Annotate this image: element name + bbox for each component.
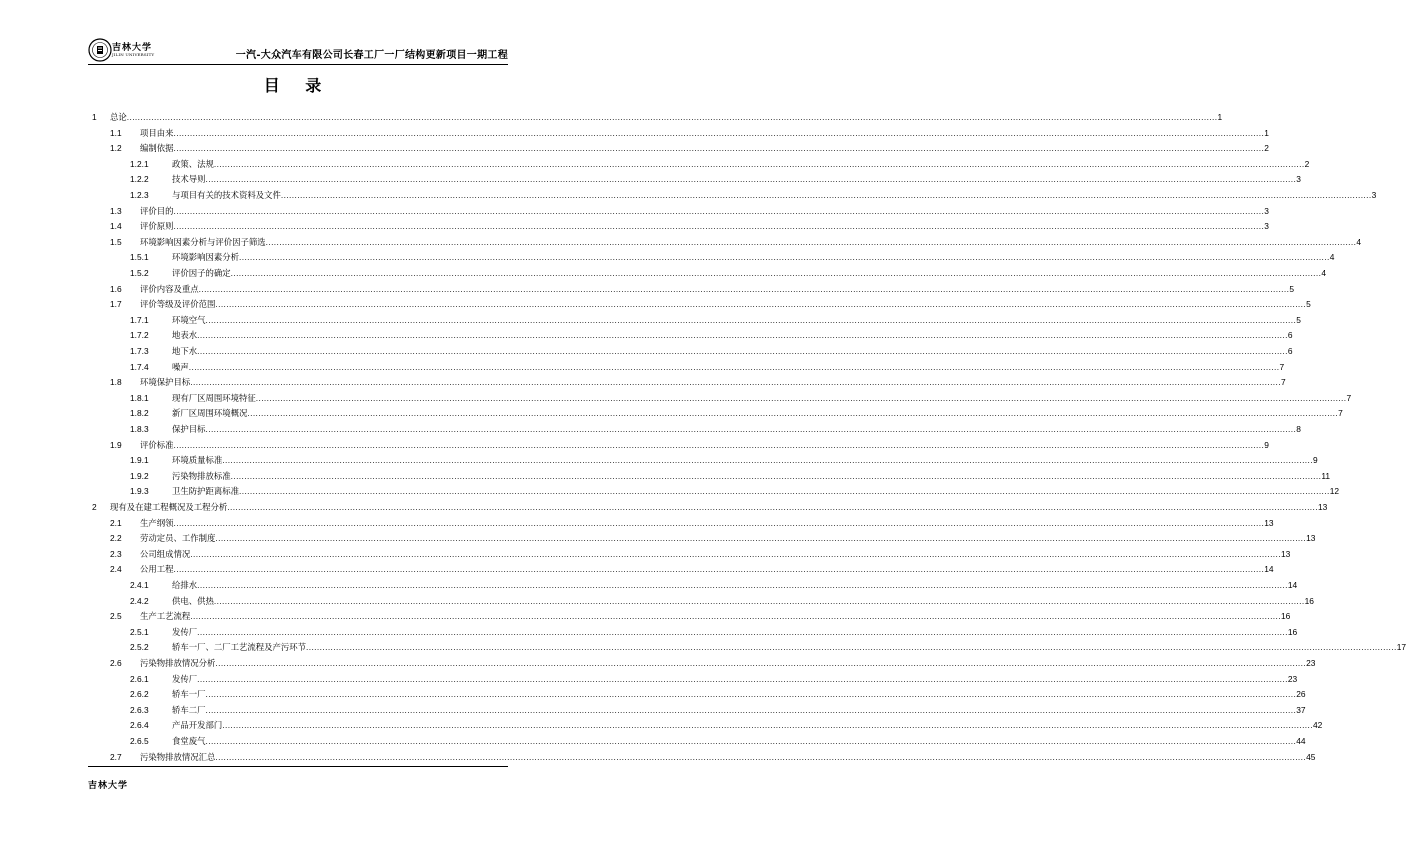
toc-entry-number: 1.8.2	[130, 408, 149, 419]
toc-leader-dots: ................................................................................................................................................................................................................................................................................................................................................................................................................	[205, 689, 1297, 700]
toc-entry[interactable]	[0, 391, 1352, 407]
toc-entry-page: 13	[1306, 533, 1316, 544]
toc-entry-title: 新厂区周围环境概况	[172, 408, 248, 419]
toc-leader-dots: ................................................................................................................................................................................................................................................................................................................................................................................................................	[197, 330, 1288, 341]
toc-entry-title: 环境保护目标	[140, 377, 191, 388]
toc-entry[interactable]	[0, 406, 1343, 422]
toc-entry-number: 1.9.1	[130, 455, 149, 466]
toc-entry-title: 给排水	[172, 580, 198, 590]
toc-entry-title: 卫生防护距离标准	[172, 486, 239, 497]
toc-entry-page: 7	[1279, 361, 1285, 372]
toc-entry-title: 评价内容及重点	[140, 283, 199, 294]
university-logo-subtext: JILIN UNIVERSITY	[112, 52, 155, 57]
toc-entry-page: 8	[1296, 424, 1301, 434]
toc-entry-page: 1	[1217, 112, 1223, 122]
toc-entry[interactable]	[0, 157, 1310, 173]
toc-entry[interactable]	[0, 609, 1291, 625]
toc-leader-dots: ................................................................................................................................................................................................................................................................................................................................................................................................................	[215, 751, 1307, 762]
header-rule	[88, 64, 508, 65]
toc-entry[interactable]	[0, 360, 1285, 376]
toc-leader-dots: ................................................................................................................................................................................................................................................................................................................................................................................................................	[205, 704, 1297, 715]
toc-entry-page: 13	[1264, 517, 1274, 528]
toc-entry[interactable]	[0, 516, 1274, 532]
toc-entry-page: 23	[1287, 673, 1298, 684]
toc-entry-title: 政策、法规	[172, 158, 214, 169]
toc-entry-page: 13	[1318, 502, 1328, 512]
toc-entry[interactable]	[0, 344, 1293, 360]
toc-entry-page: 4	[1321, 268, 1327, 278]
toc-entry-page: 14	[1287, 580, 1298, 590]
toc-entry-page: 3	[1264, 221, 1269, 232]
toc-entry-number: 1.5.1	[130, 252, 149, 263]
toc-leader-dots: ................................................................................................................................................................................................................................................................................................................................................................................................................	[265, 236, 1357, 247]
toc-entry-number: 2.2	[110, 533, 122, 544]
toc-entry-page: 2	[1264, 143, 1269, 154]
toc-entry[interactable]	[0, 469, 1331, 485]
toc-entry-page: 5	[1306, 299, 1311, 310]
toc-leader-dots: ................................................................................................................................................................................................................................................................................................................................................................................................................	[197, 626, 1288, 637]
toc-entry-title: 编制依据	[140, 143, 174, 154]
toc-entry[interactable]	[0, 422, 1301, 438]
toc-leader-dots: ................................................................................................................................................................................................................................................................................................................................................................................................................	[222, 720, 1313, 731]
toc-entry-title: 环境质量标准	[172, 455, 223, 466]
toc-entry-page: 3	[1296, 174, 1301, 185]
toc-entry-title: 劳动定员、工作制度	[140, 533, 216, 544]
toc-leader-dots: ................................................................................................................................................................................................................................................................................................................................................................................................................	[190, 611, 1281, 622]
toc-entry-number: 2.5	[110, 611, 122, 622]
toc-entry-page: 17	[1396, 642, 1406, 653]
toc-entry[interactable]	[0, 313, 1301, 329]
toc-entry-number: 1.8	[110, 377, 122, 388]
toc-entry-number: 1.9	[110, 439, 122, 450]
toc-entry[interactable]	[0, 656, 1316, 672]
toc-entry-title: 生产纲领	[140, 517, 174, 528]
toc-entry-page: 7	[1338, 408, 1343, 419]
toc-entry-title: 发传厂	[172, 673, 198, 684]
toc-entry-page: 37	[1296, 704, 1306, 715]
toc-entry-title: 公用工程	[140, 564, 174, 575]
toc-entry-number: 2.4.1	[130, 580, 149, 590]
toc-entry-page: 45	[1306, 751, 1316, 762]
toc-entry[interactable]	[0, 672, 1298, 688]
toc-entry[interactable]	[0, 484, 1340, 500]
toc-leader-dots: ................................................................................................................................................................................................................................................................................................................................................................................................................	[190, 548, 1281, 559]
toc-entry-number: 1.9.2	[130, 470, 149, 481]
toc-entry-page: 12	[1329, 486, 1340, 497]
toc-entry-number: 2.6.2	[130, 689, 149, 700]
toc-leader-dots: ................................................................................................................................................................................................................................................................................................................................................................................................................	[205, 314, 1297, 325]
toc-entry[interactable]	[0, 297, 1311, 313]
toc-entry-page: 7	[1346, 392, 1352, 403]
toc-entry-page: 26	[1296, 689, 1306, 700]
toc-entry-number: 1.2	[110, 143, 122, 154]
toc-entry-page: 13	[1281, 548, 1291, 559]
toc-entry[interactable]	[0, 531, 1316, 547]
toc-entry[interactable]	[0, 328, 1293, 344]
university-logo-text: 吉林大学	[112, 43, 153, 53]
toc-entry-number: 2.3	[110, 548, 122, 559]
toc-leader-dots: ................................................................................................................................................................................................................................................................................................................................................................................................................	[215, 299, 1307, 310]
toc-leader-dots: ................................................................................................................................................................................................................................................................................................................................................................................................................	[173, 205, 1265, 216]
toc-entry-title: 保护目标	[172, 424, 206, 434]
toc-entry-number: 2.6.3	[130, 704, 149, 715]
toc-leader-dots: ................................................................................................................................................................................................................................................................................................................................................................................................................	[247, 408, 1339, 419]
toc-leader-dots: ................................................................................................................................................................................................................................................................................................................................................................................................................	[173, 517, 1265, 528]
footer-rule	[88, 766, 508, 767]
toc-entry-page: 2	[1304, 158, 1310, 169]
toc-entry-page: 44	[1296, 736, 1306, 746]
toc-leader-dots: ................................................................................................................................................................................................................................................................................................................................................................................................................	[126, 112, 1218, 122]
toc-entry[interactable]	[0, 594, 1314, 610]
toc-entry-number: 2.7	[110, 751, 122, 762]
toc-entry[interactable]	[0, 625, 1298, 641]
toc-entry-number: 1.8.1	[130, 392, 149, 403]
toc-entry-title: 轿车二厂	[172, 704, 206, 715]
toc-entry-number: 1.6	[110, 283, 122, 294]
toc-entry-number: 1.3	[110, 205, 122, 216]
toc-entry[interactable]	[0, 718, 1323, 734]
toc-leader-dots: ................................................................................................................................................................................................................................................................................................................................................................................................................	[198, 283, 1290, 294]
toc-leader-dots: ................................................................................................................................................................................................................................................................................................................................................................................................................	[230, 470, 1322, 481]
toc-entry-page: 9	[1264, 439, 1269, 450]
toc-entry-number: 1.5	[110, 236, 122, 247]
toc-entry-page: 4	[1329, 252, 1335, 263]
toc-entry-title: 地表水	[172, 330, 198, 341]
toc-entry-title: 供电、供热	[172, 595, 214, 606]
page-header	[88, 38, 508, 66]
toc-entry[interactable]	[0, 640, 1406, 656]
toc-leader-dots: ................................................................................................................................................................................................................................................................................................................................................................................................................	[190, 377, 1281, 388]
toc-entry[interactable]	[0, 453, 1318, 469]
toc-entry-number: 1.7.1	[130, 314, 149, 325]
toc-entry-number: 1.9.3	[130, 486, 149, 497]
toc-entry-number: 1.7	[110, 299, 122, 310]
toc-entry-title: 公司组成情况	[140, 548, 191, 559]
toc-entry[interactable]	[0, 204, 1269, 220]
toc-entry[interactable]	[0, 500, 1328, 516]
toc-entry-title: 地下水	[172, 346, 198, 356]
toc-entry[interactable]	[0, 438, 1269, 454]
toc-entry-number: 1.2.3	[130, 190, 149, 200]
toc-entry-title: 现有及在建工程概况及工程分析	[110, 502, 228, 512]
toc-entry-page: 16	[1281, 611, 1291, 622]
toc-leader-dots: ................................................................................................................................................................................................................................................................................................................................................................................................................	[173, 127, 1265, 138]
toc-leader-dots: ................................................................................................................................................................................................................................................................................................................................................................................................................	[239, 252, 1330, 263]
toc-entry-page: 9	[1313, 455, 1318, 466]
toc-entry-page: 16	[1304, 595, 1314, 606]
toc-entry-number: 1.4	[110, 221, 122, 232]
toc-entry-page: 3	[1264, 205, 1269, 216]
toc-leader-dots: ................................................................................................................................................................................................................................................................................................................................................................................................................	[173, 221, 1265, 232]
toc-entry-title: 环境影响因素分析	[172, 252, 239, 263]
toc-entry[interactable]	[0, 375, 1286, 391]
toc-entry-page: 6	[1287, 346, 1293, 356]
toc-entry-number: 2.1	[110, 517, 122, 528]
toc-leader-dots: ................................................................................................................................................................................................................................................................................................................................................................................................................	[197, 673, 1288, 684]
toc-leader-dots: ................................................................................................................................................................................................................................................................................................................................................................................................................	[230, 268, 1322, 278]
toc-entry[interactable]	[0, 141, 1269, 157]
toc-entry[interactable]	[0, 703, 1306, 719]
toc-entry-number: 1.7.2	[130, 330, 149, 341]
toc-entry-title: 环境空气	[172, 314, 206, 325]
toc-entry-title: 污染物排放情况汇总	[140, 751, 216, 762]
toc-entry[interactable]	[0, 266, 1327, 282]
toc-entry-number: 2.5.1	[130, 626, 149, 637]
toc-entry[interactable]	[0, 687, 1306, 703]
toc-entry-number: 2.4.2	[130, 595, 149, 606]
toc-entry-title: 污染物排放情况分析	[140, 658, 216, 668]
toc-entry-number: 1.7.4	[130, 361, 149, 372]
toc-entry-page: 7	[1281, 377, 1286, 388]
toc-entry-title: 评价原则	[140, 221, 174, 232]
toc-entry-title: 与项目有关的技术资料及文件	[172, 190, 281, 200]
toc-entry-title: 污染物排放标准	[172, 470, 231, 481]
toc-entry[interactable]	[0, 734, 1306, 750]
toc-leader-dots: ................................................................................................................................................................................................................................................................................................................................................................................................................	[280, 190, 1372, 200]
toc-entry[interactable]	[0, 282, 1295, 298]
toc-entry[interactable]	[0, 547, 1291, 563]
toc-entry[interactable]	[0, 250, 1335, 266]
toc-leader-dots: ................................................................................................................................................................................................................................................................................................................................................................................................................	[173, 143, 1265, 154]
toc-entry-title: 总论	[110, 112, 127, 122]
toc-entry-title: 生产工艺流程	[140, 611, 191, 622]
toc-entry-page: 23	[1306, 658, 1316, 668]
toc-leader-dots: ................................................................................................................................................................................................................................................................................................................................................................................................................	[205, 424, 1297, 434]
toc-entry-number: 2.5.2	[130, 642, 149, 653]
toc-entry-number: 2.4	[110, 564, 122, 575]
toc-entry-page: 5	[1296, 314, 1301, 325]
toc-entry-title: 评价因子的确定	[172, 268, 231, 278]
university-seal-icon	[88, 38, 112, 62]
toc-entry-title: 食堂废气	[172, 736, 206, 746]
toc-entry-page: 1	[1264, 127, 1269, 138]
toc-entry-page: 3	[1371, 190, 1377, 200]
toc-entry-page: 6	[1287, 330, 1293, 341]
toc-leader-dots: ................................................................................................................................................................................................................................................................................................................................................................................................................	[239, 486, 1330, 497]
toc-entry-page: 42	[1313, 720, 1323, 731]
toc-entry-page: 4	[1356, 236, 1362, 247]
toc-leader-dots: ................................................................................................................................................................................................................................................................................................................................................................................................................	[197, 346, 1288, 356]
toc-entry-title: 技术导则	[172, 174, 206, 185]
toc-entry[interactable]	[0, 219, 1269, 235]
toc-entry-title: 产品开发部门	[172, 720, 223, 731]
toc-entry-title: 项目由来	[140, 127, 174, 138]
toc-entry[interactable]	[0, 188, 1377, 204]
toc-entry-number: 1.1	[110, 127, 122, 138]
toc-leader-dots: ................................................................................................................................................................................................................................................................................................................................................................................................................	[215, 658, 1307, 668]
page-title: 目 录	[263, 76, 332, 95]
toc-entry-title: 评价标准	[140, 439, 174, 450]
toc-entry[interactable]	[0, 562, 1274, 578]
toc-leader-dots: ................................................................................................................................................................................................................................................................................................................................................................................................................	[173, 439, 1265, 450]
toc-entry-title: 评价等级及评价范围	[140, 299, 216, 310]
toc-entry-number: 2.6	[110, 658, 122, 668]
toc-entry-number: 1.2.2	[130, 174, 149, 185]
toc-leader-dots: ................................................................................................................................................................................................................................................................................................................................................................................................................	[213, 158, 1305, 169]
toc-entry-number: 2.6.4	[130, 720, 149, 731]
toc-leader-dots: ................................................................................................................................................................................................................................................................................................................................................................................................................	[205, 736, 1297, 746]
toc-entry-title: 环境影响因素分析与评价因子筛选	[140, 236, 266, 247]
document-title: 一汽-大众汽车有限公司长春工厂一厂结构更新项目一期工程	[235, 50, 508, 61]
toc-entry-title: 评价目的	[140, 205, 174, 216]
toc-entry[interactable]	[0, 126, 1269, 142]
toc-leader-dots: ................................................................................................................................................................................................................................................................................................................................................................................................................	[306, 642, 1397, 653]
toc-entry-title: 现有厂区周围环境特征	[172, 392, 256, 403]
toc-leader-dots: ................................................................................................................................................................................................................................................................................................................................................................................................................	[213, 595, 1305, 606]
toc-entry-title: 轿车一厂、二厂工艺流程及产污环节	[172, 642, 306, 653]
toc-entry-title: 发传厂	[172, 626, 198, 637]
toc-entry[interactable]	[0, 578, 1298, 594]
toc-entry-number: 1.7.3	[130, 346, 149, 356]
toc-entry[interactable]	[0, 172, 1301, 188]
page-footer: 吉林大学	[88, 781, 129, 791]
toc-entry[interactable]	[0, 110, 1223, 126]
toc-leader-dots: ................................................................................................................................................................................................................................................................................................................................................................................................................	[227, 502, 1318, 512]
toc-leader-dots: ................................................................................................................................................................................................................................................................................................................................................................................................................	[215, 533, 1307, 544]
toc-entry-number: 2	[92, 502, 97, 512]
toc-entry-number: 1.5.2	[130, 268, 149, 278]
toc-entry-page: 5	[1289, 283, 1295, 294]
toc-entry-number: 1.8.3	[130, 424, 149, 434]
toc-leader-dots: ................................................................................................................................................................................................................................................................................................................................................................................................................	[255, 392, 1347, 403]
toc-leader-dots: ................................................................................................................................................................................................................................................................................................................................................................................................................	[173, 564, 1265, 575]
toc-entry-page: 16	[1287, 626, 1298, 637]
toc-entry-title: 噪声	[172, 361, 189, 372]
toc-entry-number: 2.6.1	[130, 673, 149, 684]
toc-entry-page: 14	[1264, 564, 1274, 575]
toc-entry-number: 2.6.5	[130, 736, 149, 746]
toc-leader-dots: ................................................................................................................................................................................................................................................................................................................................................................................................................	[222, 455, 1313, 466]
toc-entry[interactable]	[0, 750, 1316, 766]
toc-leader-dots: ................................................................................................................................................................................................................................................................................................................................................................................................................	[197, 580, 1288, 590]
toc-entry-title: 轿车一厂	[172, 689, 206, 700]
toc-entry-page: 11	[1321, 470, 1331, 481]
toc-entry[interactable]	[0, 235, 1362, 251]
toc-leader-dots: ................................................................................................................................................................................................................................................................................................................................................................................................................	[205, 174, 1297, 185]
toc-leader-dots: ................................................................................................................................................................................................................................................................................................................................................................................................................	[188, 361, 1280, 372]
toc-entry-number: 1.2.1	[130, 158, 149, 169]
toc-entry-number: 1	[92, 112, 97, 122]
